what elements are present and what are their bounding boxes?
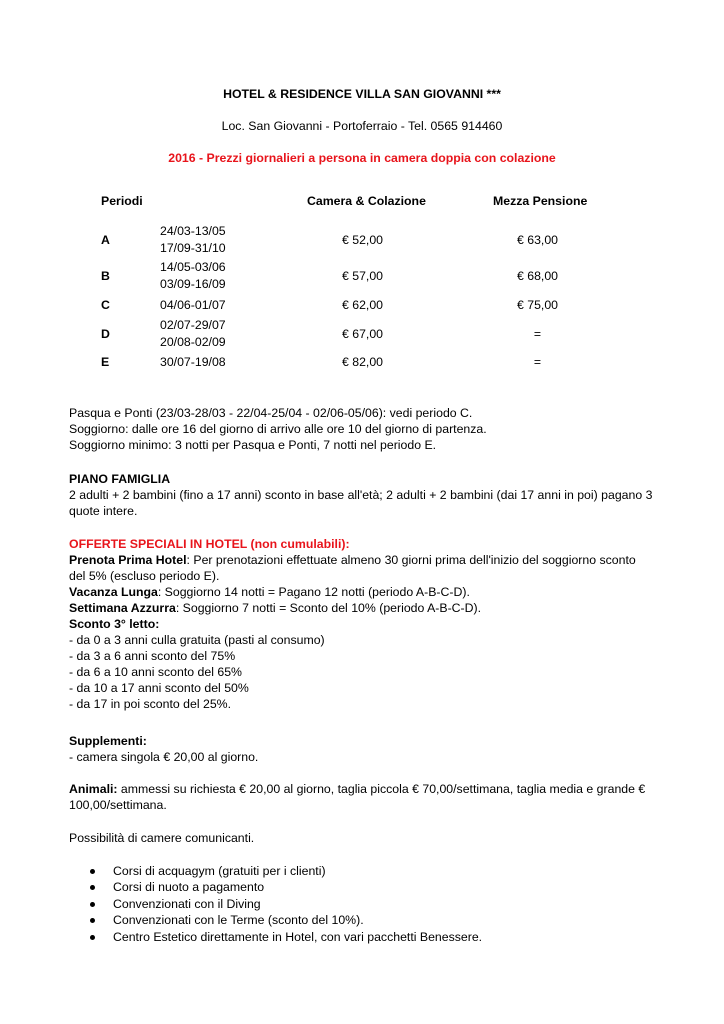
hotel-address: Loc. San Giovanni - Portoferraio - Tel. 0565 914460 (221, 119, 503, 133)
row-period: D (101, 327, 110, 341)
service-text: Convenzionati con il Diving (113, 896, 261, 911)
service-text: Corsi di nuoto a pagamento (113, 880, 265, 895)
row-dates-1: 14/05-03/06 (160, 260, 226, 274)
sconto-item: - da 10 a 17 anni sconto del 50% (69, 681, 249, 695)
famiglia-title: PIANO FAMIGLIA (69, 472, 171, 486)
offerte-section (69, 536, 649, 712)
row-mezza-price: = (533, 355, 542, 369)
service-text: Convenzionati con le Terme (sconto del 10%). (113, 913, 364, 928)
row-mezza-price: € 63,00 (516, 233, 559, 247)
list-item (69, 863, 482, 879)
sconto-item: - da 6 a 10 anni sconto del 65% (69, 665, 242, 679)
supplementi-section (69, 733, 669, 765)
row-mezza-price: € 68,00 (516, 269, 559, 283)
row-period: C (101, 298, 110, 312)
offerte-title: OFFERTE SPECIALI IN HOTEL (non cumulabili): (69, 537, 350, 551)
header-mezza-pensione: Mezza Pensione (493, 194, 588, 208)
offer-prenota-label: Prenota Prima Hotel (69, 553, 187, 567)
header-periodi: Periodi (101, 194, 143, 208)
list-item (69, 912, 482, 928)
row-dates-2: 17/09-31/10 (160, 241, 226, 255)
sconto-item: - da 3 a 6 anni sconto del 75% (69, 649, 236, 663)
row-dates-1: 24/03-13/05 (160, 224, 226, 238)
note-minimo: Soggiorno minimo: 3 notti per Pasqua e Ponti, 7 notti nel periodo E. (69, 438, 437, 452)
list-item (69, 896, 482, 912)
row-period: A (101, 233, 110, 247)
offer-settimana-text: : Soggiorno 7 notti = Sconto del 10% (periodo A-B-C-D). (175, 601, 482, 615)
service-text: Corsi di acquagym (gratuiti per i clienti) (113, 864, 326, 878)
header-camera-colazione: Camera & Colazione (307, 194, 426, 208)
row-mezza-price: = (533, 327, 542, 341)
bullet-icon (90, 902, 95, 907)
famiglia-text: 2 adulti + 2 bambini (fino a 17 anni) sconto in base all'età; 2 adulti + 2 bambini (dai 17 anni in poi) pagano 3 quote intere. (69, 488, 653, 518)
row-dates-1: 30/07-19/08 (160, 355, 226, 369)
supplementi-title: Supplementi: (69, 734, 147, 748)
row-camera-price: € 67,00 (341, 327, 384, 341)
sconto-item: - da 17 in poi sconto del 25%. (69, 697, 232, 711)
bullet-icon (90, 869, 95, 874)
supplementi-text: - camera singola € 20,00 al giorno. (69, 750, 259, 764)
offer-prenota-text: : Per prenotazioni effettuate almeno 30 giorni prima dell'inizio del soggiorno sconto del 5% (escluso periodo E). (69, 553, 636, 583)
animali-section (69, 781, 651, 813)
offer-vacanza (69, 584, 649, 600)
row-dates-1: 02/07-29/07 (160, 318, 226, 332)
offer-vacanza-text: : Soggiorno 14 notti = Pagano 12 notti (periodo A-B-C-D). (157, 585, 470, 599)
note-soggiorno: Soggiorno: dalle ore 16 del giorno di arrivo alle ore 10 del giorno di partenza. (69, 422, 487, 436)
bullet-icon (90, 885, 95, 890)
bullet-icon (90, 918, 95, 923)
row-camera-price: € 82,00 (341, 355, 384, 369)
row-dates-1: 04/06-01/07 (160, 298, 226, 312)
offer-settimana-label: Settimana Azzurra (69, 601, 176, 615)
comunicanti-note: Possibilità di camere comunicanti. (69, 831, 255, 845)
list-item (69, 929, 482, 945)
services-list (69, 863, 482, 945)
row-camera-price: € 62,00 (341, 298, 384, 312)
bullet-icon (90, 935, 95, 940)
offer-vacanza-label: Vacanza Lunga (69, 585, 158, 599)
service-text: Centro Estetico direttamente in Hotel, con vari pacchetti Benessere. (113, 929, 483, 944)
animali-label: Animali: (69, 782, 118, 796)
row-camera-price: € 57,00 (341, 269, 384, 283)
row-period: E (101, 355, 110, 369)
row-camera-price: € 52,00 (341, 233, 384, 247)
note-pasqua: Pasqua e Ponti (23/03-28/03 - 22/04-25/04 - 02/06-05/06): vedi periodo C. (69, 406, 473, 420)
price-subtitle: 2016 - Prezzi giornalieri a persona in camera doppia con colazione (168, 151, 556, 165)
row-period: B (101, 269, 110, 283)
hotel-title: HOTEL & RESIDENCE VILLA SAN GIOVANNI *** (223, 87, 501, 101)
sconto-title: Sconto 3° letto: (69, 617, 160, 631)
animali-text: ammessi su richiesta € 20,00 al giorno, taglia piccola € 70,00/settimana, taglia media e grande € 100,00/settimana. (69, 782, 646, 812)
famiglia-section (69, 471, 665, 519)
row-mezza-price: € 75,00 (516, 298, 559, 312)
row-dates-2: 03/09-16/09 (160, 277, 226, 291)
offer-settimana (69, 600, 649, 616)
offer-prenota (69, 552, 649, 584)
row-dates-2: 20/08-02/09 (160, 335, 226, 349)
list-item (69, 879, 482, 895)
sconto-item: - da 0 a 3 anni culla gratuita (pasti al consumo) (69, 633, 325, 647)
notes-section (69, 405, 669, 453)
